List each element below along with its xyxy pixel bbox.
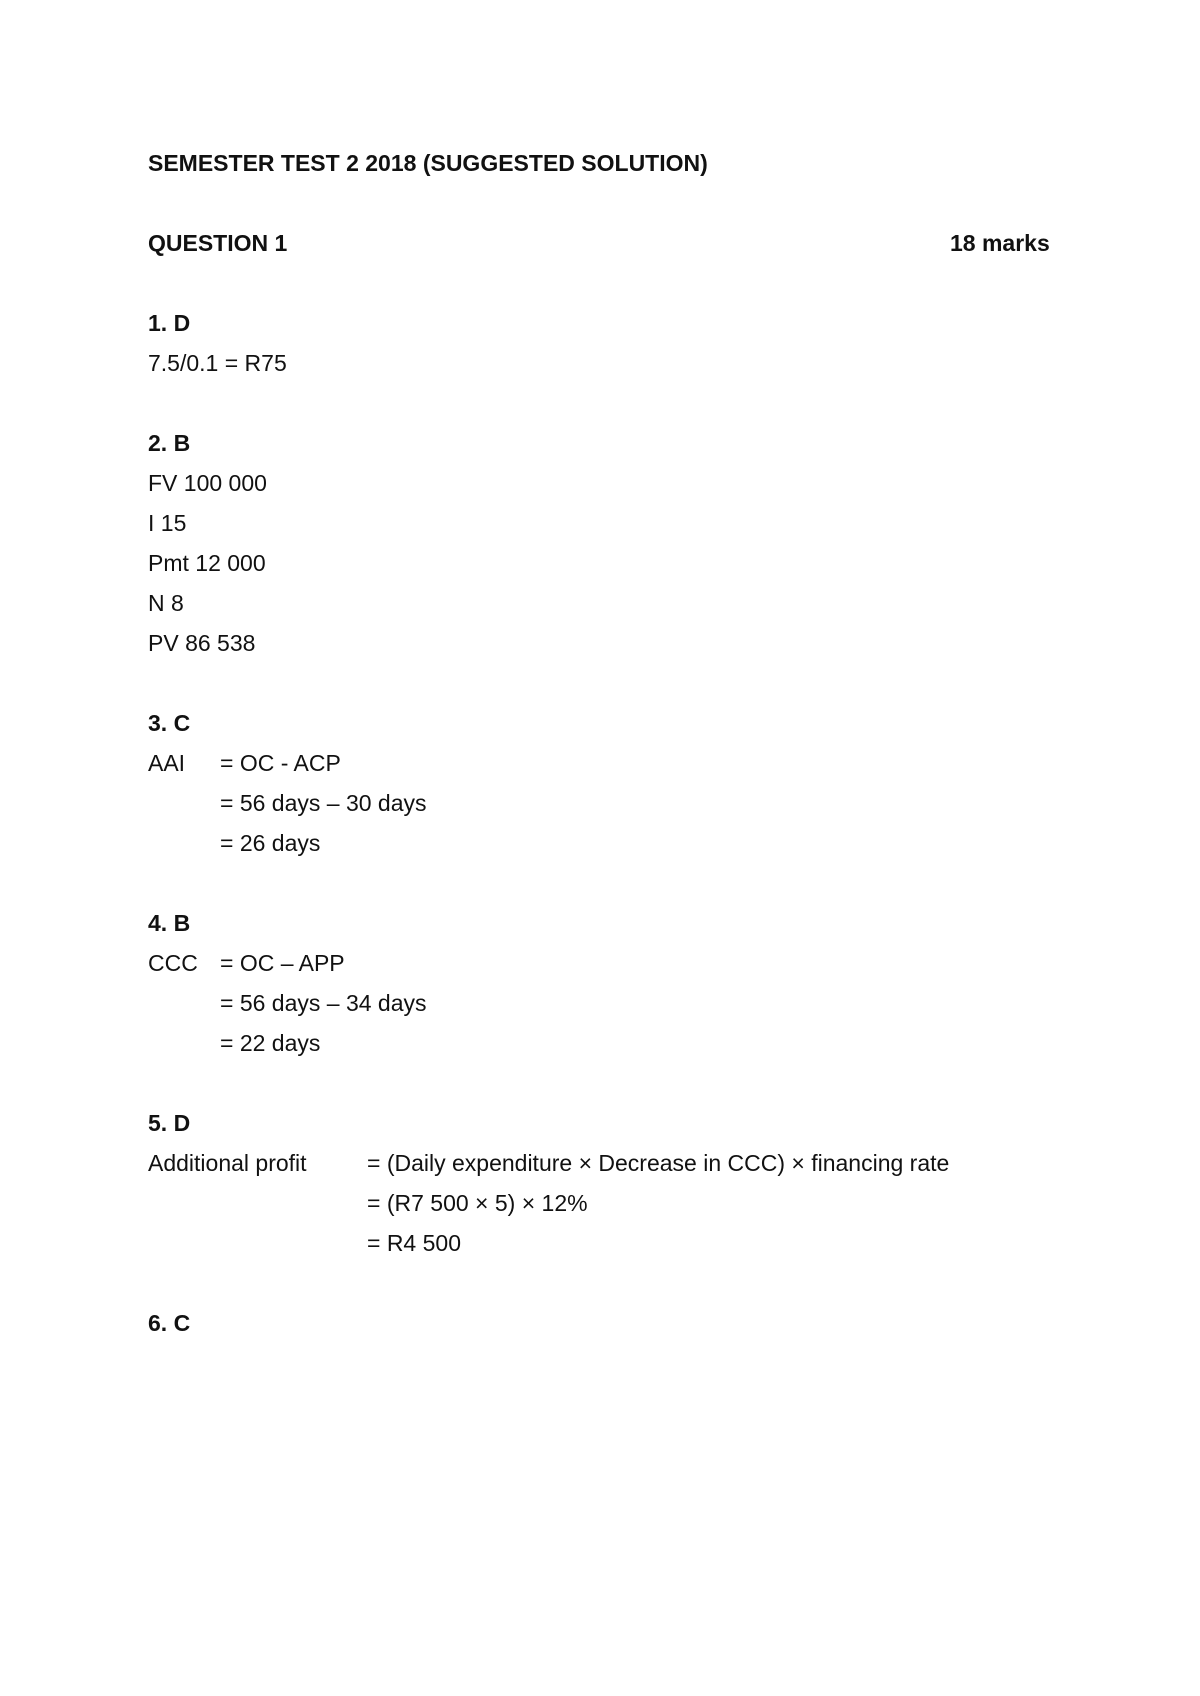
answer-3-step: = OC - ACP [220,750,341,776]
answer-2-line: FV 100 000 [148,470,267,496]
answer-6-label: 6. C [148,1310,191,1336]
answer-5-step: = (Daily expenditure × Decrease in CCC) × financing rate [367,1150,950,1176]
answer-2-line: Pmt 12 000 [148,550,266,576]
answer-2-label: 2. B [148,430,191,456]
answer-5-label: 5. D [148,1110,191,1136]
question-heading: QUESTION 1 [148,230,288,256]
answer-2-line: I 15 [148,510,187,536]
answer-1-label: 1. D [148,310,191,336]
document-title: SEMESTER TEST 2 2018 (SUGGESTED SOLUTION) [148,150,708,176]
answer-3-label: 3. C [148,710,191,736]
answer-4-step: = 22 days [220,1030,321,1056]
answer-3-step: = 26 days [220,830,321,856]
answer-3-row [148,828,321,918]
answer-5-step: = (R7 500 × 5) × 12% [367,1190,588,1216]
answer-4-term: CCC [148,950,198,976]
answer-2-line: N 8 [148,590,184,616]
answer-1-line: 7.5/0.1 = R75 [148,350,287,376]
answer-4-step: = OC – APP [220,950,345,976]
answer-4-step: = 56 days – 34 days [220,990,427,1016]
answer-3-term: AAI [148,750,186,776]
answer-4-row [148,1028,321,1118]
answer-2-line: PV 86 538 [148,630,256,656]
answer-5-row [148,1228,461,1318]
answer-3-step: = 56 days – 30 days [220,790,427,816]
answer-4-label: 4. B [148,910,191,936]
answer-5-step: = R4 500 [367,1230,461,1256]
question-marks: 18 marks [950,230,1050,256]
answer-5-term: Additional profit [148,1150,307,1176]
